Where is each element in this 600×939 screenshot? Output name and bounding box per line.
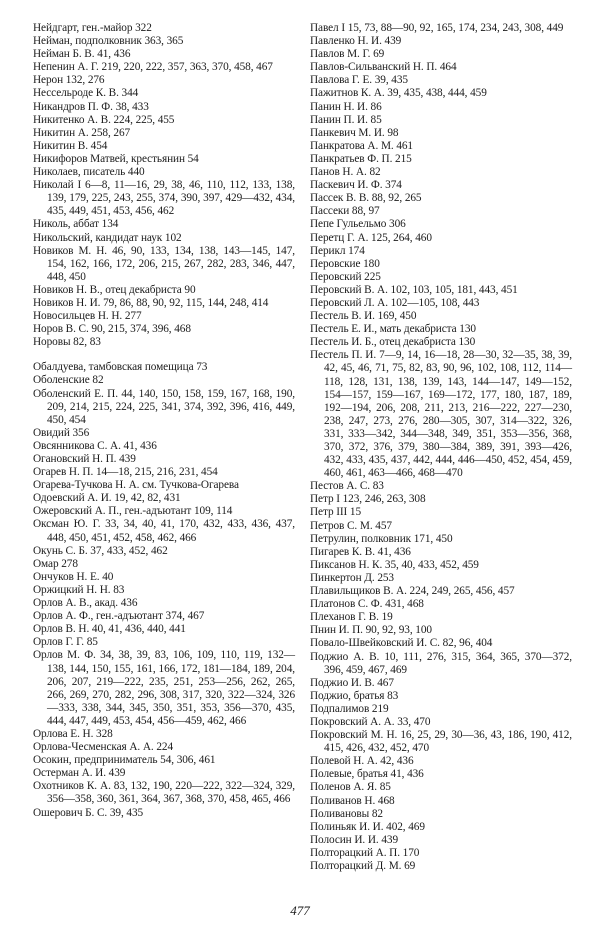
index-entry: Орлов Г. Г. 85: [33, 636, 98, 649]
index-entry: Огарев Н. П. 14—18, 215, 216, 231, 454: [33, 466, 218, 479]
index-entry: Поджио И. В. 467: [310, 676, 394, 689]
index-entry: Петров С. М. 457: [310, 519, 392, 532]
index-entry: Пажитнов К. А. 39, 435, 438, 444, 459: [310, 87, 487, 100]
index-entry: Плавильщиков В. А. 224, 249, 265, 456, 457: [310, 585, 515, 598]
index-entry: Оболенский Е. П. 44, 140, 150, 158, 159, 167, 168, 190, 209, 214, 215, 224, 225, 341, 374, 392, 396, 416, 449, 450, 454: [33, 387, 295, 426]
section-gap: [33, 349, 295, 361]
index-entry: Полевой Н. А. 42, 436: [310, 755, 414, 768]
index-entry: Полосин И. И. 439: [310, 833, 399, 846]
index-entry: Нерон 132, 276: [33, 74, 105, 87]
index-entry: Орлов М. Ф. 34, 38, 39, 83, 106, 109, 110, 119, 132—138, 144, 150, 155, 161, 166, 172, 181—184, 189, 204, 206, 207, 219—222, 235, 251, 253—256, 262, 265, 266, 269, 270, 282, 296, 308, 317, 320, 322—324, 326—333, 338, 344, 345, 350, 351, 353, 356—370, 435, 444, 447, 449, 453, 454, 456—459, 462, 466: [33, 649, 295, 727]
index-entry: Ончуков Н. Е. 40: [33, 570, 114, 583]
index-entry: Нейман Б. В. 41, 436: [33, 48, 131, 61]
index-entry: Новиков Н. И. 79, 86, 88, 90, 92, 115, 144, 248, 414: [33, 296, 269, 309]
index-entry: Окунь С. Б. 37, 433, 452, 462: [33, 544, 168, 557]
index-entry: Новиков М. Н. 46, 90, 133, 134, 138, 143—145, 147, 154, 162, 166, 172, 206, 215, 267, 282, 283, 346, 447, 448, 450: [33, 244, 295, 283]
index-entry: Павлова Г. Е. 39, 435: [310, 74, 408, 87]
index-entry: Орлов В. Н. 40, 41, 436, 440, 441: [33, 623, 186, 636]
index-entry: Николаев, писатель 440: [33, 166, 145, 179]
index-entry: Павел I 15, 73, 88—90, 92, 165, 174, 234, 243, 308, 449: [310, 22, 564, 34]
index-entry: Никитин В. 454: [33, 139, 108, 152]
index-entry: Пнин И. П. 90, 92, 93, 100: [310, 624, 432, 637]
index-entry: Норов В. С. 90, 215, 374, 396, 468: [33, 323, 191, 336]
index-entry: Ожеровский А. П., ген.-адъютант 109, 114: [33, 505, 233, 518]
index-entry: Оболенские 82: [33, 374, 104, 387]
index-entry: Панов Н. А. 82: [310, 166, 381, 179]
index-entry: Орлова-Чесменская А. А. 224: [33, 741, 173, 754]
index-entry: Остерман А. И. 439: [33, 767, 126, 780]
index-entry: Пассеки 88, 97: [310, 205, 380, 218]
index-entry: Овидий 356: [33, 426, 90, 439]
index-entry: Полторацкий А. П. 170: [310, 846, 420, 859]
index-entry: Покровский М. Н. 16, 25, 29, 30—36, 43, 186, 190, 412, 415, 426, 432, 452, 470: [310, 729, 572, 755]
index-entry: Перовский В. А. 102, 103, 105, 181, 443, 451: [310, 283, 518, 296]
index-entry: Овсянникова С. А. 41, 436: [33, 439, 157, 452]
index-entry: Петр III 15: [310, 506, 362, 519]
index-entry: Никитин А. 258, 267: [33, 126, 131, 139]
index-entry: Орлов А. В., акад. 436: [33, 597, 138, 610]
page-number: 477: [290, 903, 310, 918]
right-index-column: [310, 22, 572, 873]
index-entry: Перовские 180: [310, 257, 380, 270]
index-entry: Перикл 174: [310, 244, 365, 257]
index-entry: Поджио, братья 83: [310, 689, 399, 702]
left-index-column: [33, 22, 295, 820]
index-entry: Орлова Е. Н. 328: [33, 727, 113, 740]
index-entry: Поливанов Н. 468: [310, 794, 395, 807]
index-entry: Новиков Н. В., отец декабриста 90: [33, 283, 196, 296]
index-entry: Новосильцев Н. Н. 277: [33, 310, 142, 323]
index-entry: Поленов А. Я. 85: [310, 781, 391, 794]
index-entry: Полторацкий Д. М. 69: [310, 860, 416, 872]
index-entry: Омар 278: [33, 557, 78, 570]
index-entry: Панкратова А. М. 461: [310, 139, 413, 152]
index-entry: Огановский Н. П. 439: [33, 453, 136, 465]
index-entry: Поливановы 82: [310, 807, 383, 820]
index-entry: Николь, аббат 134: [33, 218, 119, 231]
index-entry: Петрулин, полковник 171, 450: [310, 532, 453, 545]
index-entry: Николай I 6—8, 11—16, 29, 38, 46, 110, 112, 133, 138, 139, 179, 225, 243, 255, 374, 390, 397, 429—432, 434, 435, 449, 451, 453, 456, 462: [33, 179, 295, 218]
index-entry: Никифоров Матвей, крестьянин 54: [33, 152, 199, 165]
index-entry: Охотников К. А. 83, 132, 190, 220—222, 322—324, 329, 356—358, 360, 361, 364, 367, 368, 370, 458, 465, 466: [33, 780, 295, 806]
index-entry: Никитенко А. В. 224, 225, 455: [33, 113, 175, 126]
index-entry: Панин Н. И. 86: [310, 100, 382, 113]
index-entry: Павленко Н. И. 439: [310, 35, 402, 48]
index-entry: Павлов М. Г. 69: [310, 48, 385, 61]
index-entry: Пестель Е. И., мать декабриста 130: [310, 323, 476, 336]
index-entry: Пестель В. И. 169, 450: [310, 310, 417, 323]
index-entry: Норовы 82, 83: [33, 336, 101, 349]
index-entry: Пестель П. И. 7—9, 14, 16—18, 28—30, 32—35, 38, 39, 42, 45, 46, 71, 75, 82, 83, 90, 96, 102, 108, 112, 114—118, 128, 131, 138, 139, 143, 144—147, 149—152, 154—157, 159—167, 169—172, 177, 180, 187, 189, 192—194, 206, 208, 211, 213, 216—222, 227—230, 238, 247, 273, 276, 280—305, 307, 314—322, 326, 331, 333—342, 344—348, 349, 351, 353—356, 368, 370, 372, 376, 379, 380—384, 389, 391, 393—426, 432, 433, 435, 437, 442, 444, 446—450, 452, 454, 459, 460, 461, 463—466, 468—470: [310, 349, 572, 480]
index-entry: Петр I 123, 246, 263, 308: [310, 493, 426, 506]
index-entry: Нейман, подполковник 363, 365: [33, 35, 184, 48]
index-entry: Никандров П. Ф. 38, 433: [33, 100, 149, 113]
index-entry: Огарева-Тучкова Н. А. см. Тучкова-Огарева: [33, 479, 239, 492]
index-entry: Нессельроде К. В. 344: [33, 87, 139, 100]
index-entry: Перовский 225: [310, 270, 381, 283]
index-entry: Плеханов Г. В. 19: [310, 611, 393, 624]
index-entry: Пассек В. В. 88, 92, 265: [310, 192, 422, 205]
index-entry: Пигарев К. В. 41, 436: [310, 545, 411, 558]
index-entry: Поджио А. В. 10, 111, 276, 315, 364, 365, 370—372, 396, 459, 467, 469: [310, 650, 572, 676]
index-entry: Платонов С. Ф. 431, 468: [310, 598, 424, 611]
index-entry: Перовский Л. А. 102—105, 108, 443: [310, 296, 480, 309]
index-entry: Паскевич И. Ф. 374: [310, 179, 402, 192]
index-entry: Осокин, предприниматель 54, 306, 461: [33, 754, 216, 767]
index-entry: Полевые, братья 41, 436: [310, 768, 424, 781]
index-entry: Панкевич М. И. 98: [310, 126, 399, 139]
index-entry: Панин П. И. 85: [310, 113, 382, 126]
index-entry: Никольский, кандидат наук 102: [33, 231, 182, 244]
index-entry: Оксман Ю. Г. 33, 34, 40, 41, 170, 432, 433, 436, 437, 448, 450, 451, 452, 458, 462, 466: [33, 518, 295, 544]
index-entry: Повало-Швейковский И. С. 82, 96, 404: [310, 637, 493, 650]
index-entry: Ошерович Б. С. 39, 435: [33, 806, 144, 819]
index-entry: Павлов-Сильванский Н. П. 464: [310, 61, 457, 74]
index-entry: Полиньяк И. И. 402, 469: [310, 820, 425, 833]
index-entry: Пепе Гульельмо 306: [310, 218, 406, 231]
index-entry: Пестель И. Б., отец декабриста 130: [310, 336, 476, 349]
index-entry: Одоевский А. И. 19, 42, 82, 431: [33, 492, 181, 505]
index-entry: Панкратьев Ф. П. 215: [310, 152, 412, 165]
index-entry: Перетц Г. А. 125, 264, 460: [310, 231, 432, 244]
index-entry: Орлов А. Ф., ген.-адъютант 374, 467: [33, 610, 205, 623]
index-entry: Пестов А. С. 83: [310, 480, 384, 493]
index-entry: Оржицкий Н. Н. 83: [33, 583, 125, 596]
index-entry: Нейдгарт, ген.-майор 322: [33, 22, 152, 34]
index-entry: Обалдуева, тамбовская помещица 73: [33, 361, 208, 374]
index-entry: Непенин А. Г. 219, 220, 222, 357, 363, 370, 458, 467: [33, 61, 273, 74]
index-entry: Подпалимов 219: [310, 702, 389, 715]
index-entry: Пиксанов Н. К. 35, 40, 433, 452, 459: [310, 558, 479, 571]
index-entry: Покровский А. А. 33, 470: [310, 715, 431, 728]
index-entry: Пинкертон Д. 253: [310, 571, 394, 584]
